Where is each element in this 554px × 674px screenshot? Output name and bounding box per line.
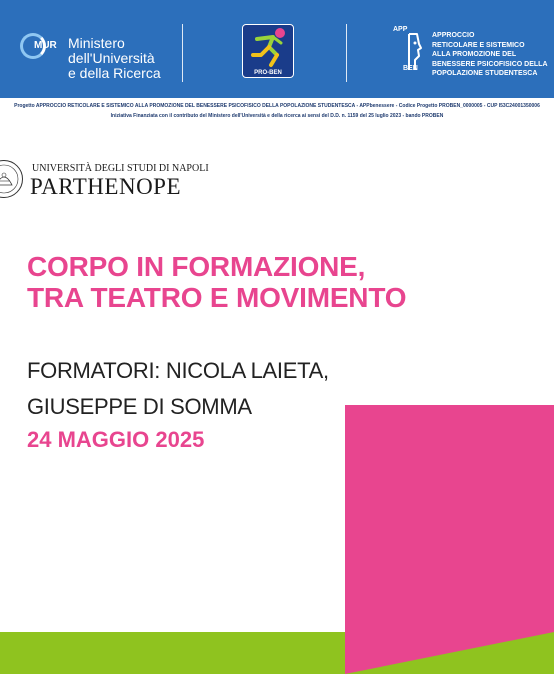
ministry-line: e della Ricerca <box>68 65 161 81</box>
appben-desc-line: POPOLAZIONE STUDENTESCA <box>432 70 538 77</box>
proben-label: PRO-BEN <box>254 70 282 76</box>
trainers-line: GIUSEPPE DI SOMMA <box>27 394 252 419</box>
project-footnote: Progetto APPROCCIO RETICOLARE E SISTEMICO ALLA PROMOZIONE DEL BENESSERE PSICOFISICO DELLA POPOLAZIONE STUDENTESCA - APPbenessere - Codice Progetto PROBEN_0000005 - CUP I53C24001350006 <box>14 103 540 109</box>
event-title-line: CORPO IN FORMAZIONE, <box>27 251 366 282</box>
appben-bottom-text: BEN <box>403 65 418 72</box>
event-title-line: TRA TEATRO E MOVIMENTO <box>27 282 407 313</box>
appben-desc-line: BENESSERE PSICOFISICO DELLA <box>432 60 548 68</box>
appben-desc-line: RETICOLARE E SISTEMICO <box>432 41 525 49</box>
funding-footnote: Iniziativa Finanziata con il contributo del Ministero dell'Università e della ricerca ai sensi del D.D. n. 1159 del 25 luglio 2023 - bando PROBEN <box>110 113 444 119</box>
university-subtitle: UNIVERSITÀ DEGLI STUDI DI NAPOLI <box>32 163 209 174</box>
mur-logo-text: MUR <box>34 40 57 51</box>
event-date: 24 MAGGIO 2025 <box>27 427 205 452</box>
appben-desc-line: APPROCCIO <box>432 32 475 39</box>
ministry-line: dell'Università <box>68 50 155 66</box>
appben-desc-line: ALLA PROMOZIONE DEL <box>432 51 517 58</box>
university-name: PARTHENOPE <box>30 174 182 199</box>
trainers-line: FORMATORI: NICOLA LAIETA, <box>27 358 329 383</box>
ministry-line: Ministero <box>68 35 125 51</box>
appben-top-text: APP <box>393 26 408 33</box>
